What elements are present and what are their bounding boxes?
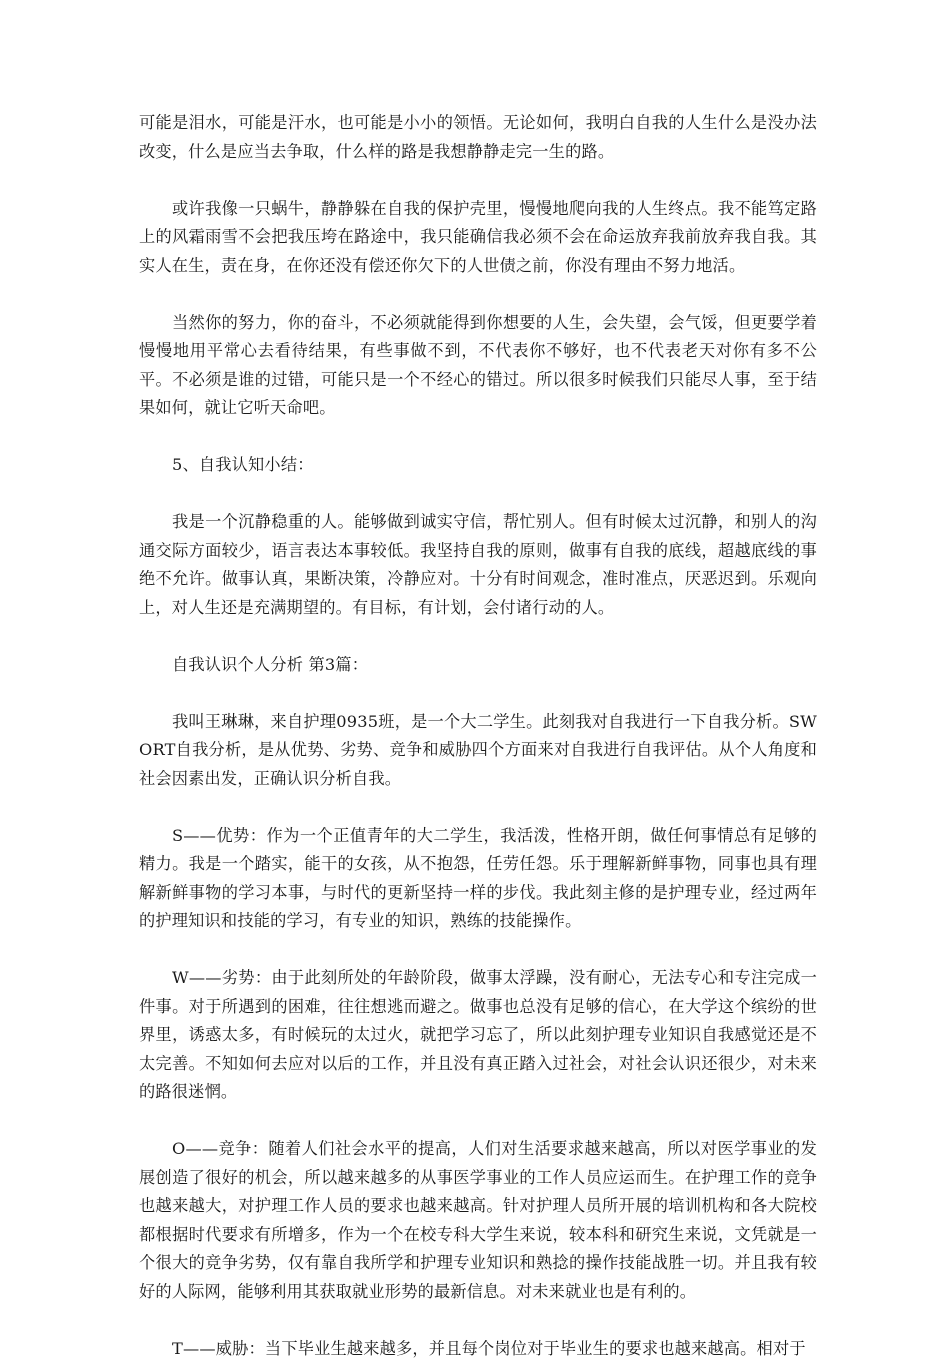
paragraph-strengths: S——优势：作为一个正值青年的大二学生，我活泼，性格开朗，做任何事情总有足够的精力。我是一个踏实，能干的女孩，从不抱怨，任劳任怨。乐于理解新鲜事物，同事也具有理解新鲜事物的学习本事，与时代的更新坚持一样的步伐。我此刻主修的是护理专业，经过两年的护理知识和技能的学习，有专业的知识，熟练的技能操作。 <box>139 822 817 936</box>
paragraph-introduction: 我叫王琳琳，来自护理0935班，是一个大二学生。此刻我对自我进行一下自我分析。SWORT自我分析，是从优势、劣势、竞争和威胁四个方面来对自我进行自我评估。从个人角度和社会因素出发，正确认识分析自我。 <box>139 708 817 794</box>
paragraph-continuation: 可能是泪水，可能是汗水，也可能是小小的领悟。无论如何，我明白自我的人生什么是没办法改变，什么是应当去争取，什么样的路是我想静静走完一生的路。 <box>139 109 817 166</box>
paragraph-snail: 或许我像一只蜗牛，静静躲在自我的保护壳里，慢慢地爬向我的人生终点。我不能笃定路上的风霜雨雪不会把我压垮在路途中，我只能确信我必须不会在命运放弃我前放弃我自我。其实人在生，责在身，在你还没有偿还你欠下的人世债之前，你没有理由不努力地活。 <box>139 195 817 281</box>
paragraph-threats: T——威胁：当下毕业生越来越多，并且每个岗位对于毕业生的要求也越来越高。相对于 <box>139 1335 817 1363</box>
paragraph-opportunities: O——竞争：随着人们社会水平的提高，人们对生活要求越来越高，所以对医学事业的发展创造了很好的机会，所以越来越多的从事医学事业的工作人员应运而生。在护理工作的竞争也越来越大，对护理工作人员的要求也越来越高。针对护理人员所开展的培训机构和各大院校都根据时代要求有所增多，作为一个在校专科大学生来说，较本科和研究生来说，文凭就是一个很大的竞争劣势，仅有靠自我所学和护理专业知识和熟捻的操作技能战胜一切。并且我有较好的人际网，能够利用其获取就业形势的最新信息。对未来就业也是有利的。 <box>139 1135 817 1306</box>
paragraph-self-summary: 我是一个沉静稳重的人。能够做到诚实守信，帮忙别人。但有时候太过沉静，和别人的沟通交际方面较少，语言表达本事较低。我坚持自我的原则，做事有自我的底线，超越底线的事绝不允许。做事认真，果断决策，冷静应对。十分有时间观念，准时准点，厌恶迟到。乐观向上，对人生还是充满期望的。有目标，有计划，会付诸行动的人。 <box>139 508 817 622</box>
paragraph-effort: 当然你的努力，你的奋斗，不必须就能得到你想要的人生，会失望，会气馁，但更要学着慢慢地用平常心去看待结果，有些事做不到，不代表你不够好，也不代表老天对你有多不公平。不必须是谁的过错，可能只是一个不经心的错过。所以很多时候我们只能尽人事，至于结果如何，就让它听天命吧。 <box>139 309 817 423</box>
paragraph-weaknesses: W——劣势：由于此刻所处的年龄阶段，做事太浮躁，没有耐心，无法专心和专注完成一件事。对于所遇到的困难，往往想逃而避之。做事也总没有足够的信心，在大学这个缤纷的世界里，诱惑太多，有时候玩的太过火，就把学习忘了，所以此刻护理专业知识自我感觉还是不太完善。不知如何去应对以后的工作，并且没有真正踏入过社会，对社会认识还很少，对未来的路很迷惘。 <box>139 964 817 1107</box>
document-page <box>139 109 817 1363</box>
section-heading-part-3: 自我认识个人分析 第3篇： <box>139 651 817 680</box>
section-heading-self-summary: 5、自我认知小结： <box>139 451 817 480</box>
